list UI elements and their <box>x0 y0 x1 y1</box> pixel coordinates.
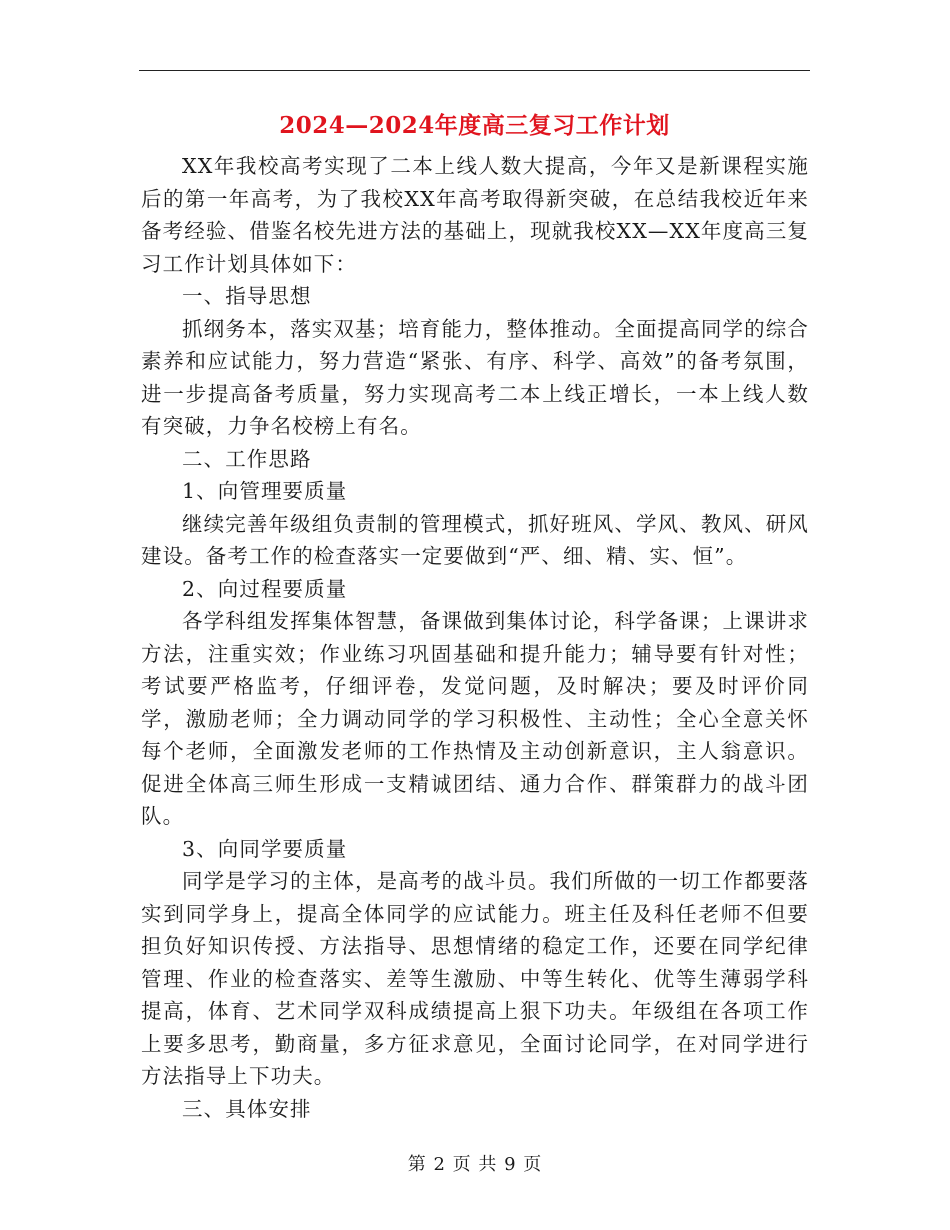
footer-current-page: 2 <box>433 1154 446 1175</box>
paragraph-management: 继续完善年级组负责制的管理模式，抓好班风、学风、教风、研风建设。备考工作的检查落实一定要做到“严、细、精、实、恒”。 <box>141 511 809 568</box>
document-body <box>141 150 809 1125</box>
page-footer <box>0 1152 950 1178</box>
subheading-management: 1、向管理要质量 <box>182 479 348 503</box>
document-title: 2024—2024年度高三复习工作计划 <box>279 112 670 139</box>
paragraph-process: 各学科组发挥集体智慧，备课做到集体讨论，科学备课；上课讲求方法，注重实效；作业练习巩固基础和提升能力；辅导要有针对性；考试要严格监考，仔细评卷，发觉问题，及时解决；要及时评价同学，激励老师；全力调动同学的学习积极性、主动性；全心全意关怀每个老师，全面激发老师的工作热情及主动创新意识，主人翁意识。促进全体高三师生形成一支精诚团结、通力合作、群策群力的战斗团队。 <box>141 609 809 828</box>
heading-specific-arrangements: 三、具体安排 <box>182 1096 312 1121</box>
footer-total-pages: 9 <box>504 1154 517 1175</box>
footer-suffix: 页 <box>523 1154 543 1175</box>
subheading-students: 3、向同学要质量 <box>182 836 348 861</box>
header-rule <box>139 70 810 71</box>
heading-work-approach: 二、工作思路 <box>182 446 312 471</box>
paragraph-students: 同学是学习的主体，是高考的战斗员。我们所做的一切工作都要落实到同学身上，提高全体同学的应试能力。班主任及科任老师不但要担负好知识传授、方法指导、思想情绪的稳定工作，还要在同学纪律管理、作业的检查落实、差等生激励、中等生转化、优等生薄弱学科提高，体育、艺术同学双科成绩提高上狠下功夫。年级组在各项工作上要多思考，勤商量，多方征求意见，全面讨论同学，在对同学进行方法指导上下功夫。 <box>141 869 809 1088</box>
footer-prefix: 第 <box>407 1154 427 1175</box>
subheading-process: 2、向过程要质量 <box>182 576 348 601</box>
paragraph-guiding-ideology: 抓纲务本，落实双基；培育能力，整体推动。全面提高同学的综合素养和应试能力，努力营造“紧张、有序、科学、高效”的备考氛围，进一步提高备考质量，努力实现高考二本上线正增长，一本上线人数有突破，力争名校榜上有名。 <box>141 316 809 438</box>
paragraph-intro: XX年我校高考实现了二本上线人数大提高，今年又是新课程实施后的第一年高考，为了我校XX年高考取得新突破，在总结我校近年来备考经验、借鉴名校先进方法的基础上，现就我校XX—XX年度高三复习工作计划具体如下： <box>141 154 809 276</box>
footer-middle: 页 共 <box>452 1154 498 1175</box>
heading-guiding-ideology: 一、指导思想 <box>182 284 312 308</box>
